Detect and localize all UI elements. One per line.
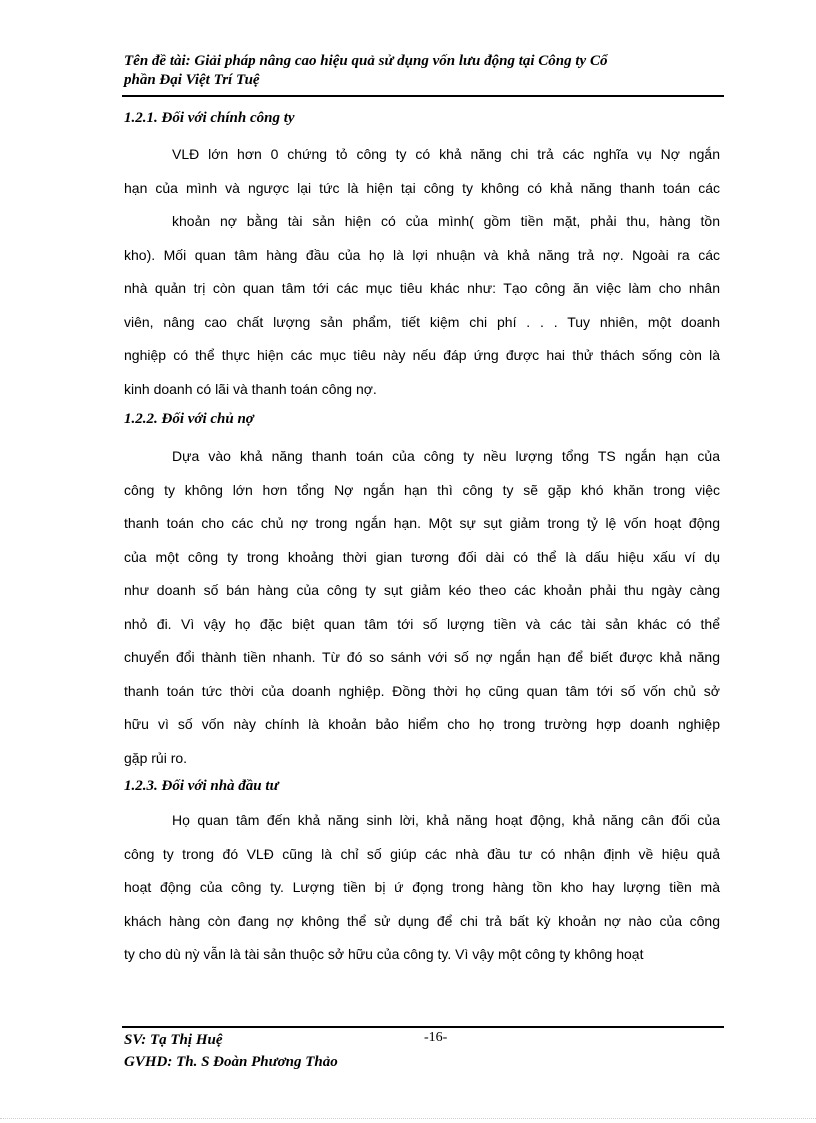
section-body-1-2-1	[124, 138, 720, 406]
section-heading-1-2-1: 1.2.1. Đối với chính công ty	[124, 110, 295, 126]
header-divider	[122, 95, 724, 97]
page-number: -16-	[424, 1030, 448, 1045]
footer-divider	[122, 1026, 724, 1028]
text-line: ty cho dù nỳ vẫn là tài sản thuộc sở hữu của công ty. Vì vậy một công ty không hoạt	[124, 946, 644, 962]
footer-student: SV: Tạ Thị Huệ	[124, 1032, 223, 1048]
text-line: Dựa vào khả năng thanh toán của công ty nều lượng tổng TS ngắn hạn của	[172, 448, 720, 464]
document-title	[124, 52, 724, 90]
text-line: của một công ty trong khoảng thời gian tương đối dài có thể là dấu hiệu xấu ví dụ	[124, 548, 720, 565]
page-boundary	[0, 1118, 816, 1120]
text-line: gặp rủi ro.	[124, 749, 188, 766]
section-body-1-2-3	[124, 804, 720, 972]
text-line: Họ quan tâm đến khả năng sinh lời, khả năng hoạt động, khả năng cân đối của	[172, 812, 720, 828]
text-line: nghiệp có thể thực hiện các mục tiêu này nếu đáp ứng được hai thử thách sống còn là	[124, 347, 720, 363]
text-line: khách hàng còn đang nợ không thể sử dụng để chi trả bất kỳ khoản nợ nào của công	[124, 912, 720, 929]
text-line: VLĐ lớn hơn 0 chứng tỏ công ty có khả năng chi trả các nghĩa vụ Nợ ngắn	[172, 146, 720, 162]
text-line: hạn của mình và ngược lại tức là hiện tại công ty không có khả năng thanh toán các	[124, 179, 720, 196]
text-line: như doanh số bán hàng của công ty sụt giảm kéo theo các khoản phải thu ngày càng	[124, 582, 720, 598]
title-line-1: Tên đề tài: Giải pháp nâng cao hiệu quả sử dụng vốn lưu động tại Công ty Cổ	[124, 53, 608, 69]
text-line: thanh toán tức thời của doanh nghiệp. Đồng thời họ cũng quan tâm tới số vốn chủ sở	[124, 682, 720, 699]
text-line: viên, nâng cao chất lượng sản phẩm, tiết kiệm chi phí . . . Tuy nhiên, một doanh	[124, 313, 720, 330]
text-line: nhà quản trị còn quan tâm tới các mục tiêu khác như: Tạo công ăn việc làm cho nhân	[124, 280, 720, 296]
text-line: thanh toán cho các chủ nợ trong ngắn hạn. Một sự sụt giảm trong tỷ lệ vốn hoạt động	[124, 515, 720, 531]
text-line: kinh doanh có lãi và thanh toán công nợ.	[124, 380, 377, 397]
title-line-2: phần Đại Việt Trí Tuệ	[124, 72, 260, 88]
footer-advisor: GVHD: Th. S Đoàn Phương Thảo	[124, 1054, 338, 1070]
text-line: khoản nợ bằng tài sản hiện có của mình( gồm tiền mặt, phải thu, hàng tồn	[172, 213, 720, 229]
section-heading-1-2-2: 1.2.2. Đối với chủ nợ	[124, 411, 254, 427]
text-line: chuyển đổi thành tiền nhanh. Từ đó so sánh với số nợ ngắn hạn để biết được khả năng	[124, 649, 720, 665]
text-line: công ty không lớn hơn tổng Nợ ngắn hạn thì công ty sẽ gặp khó khăn trong việc	[124, 481, 720, 498]
text-line: công ty trong đó VLĐ cũng là chỉ số giúp các nhà đầu tư có nhận định về hiệu quả	[124, 845, 720, 862]
text-line: hữu vì số vốn này chính là khoản bảo hiểm cho họ trong trường hợp doanh nghiệp	[124, 716, 720, 732]
text-line: hoạt động của công ty. Lượng tiền bị ứ đọng trong hàng tồn kho hay lượng tiền mà	[124, 879, 720, 895]
text-line: kho). Mối quan tâm hàng đầu của họ là lợi nhuận và khả năng trả nợ. Ngoài ra các	[124, 246, 720, 263]
section-body-1-2-2	[124, 440, 720, 775]
section-heading-1-2-3: 1.2.3. Đối với nhà đầu tư	[124, 778, 279, 794]
text-line: nhỏ đi. Vì vậy họ đặc biệt quan tâm tới số lượng tiền và các tài sản khác có thể	[124, 615, 720, 632]
